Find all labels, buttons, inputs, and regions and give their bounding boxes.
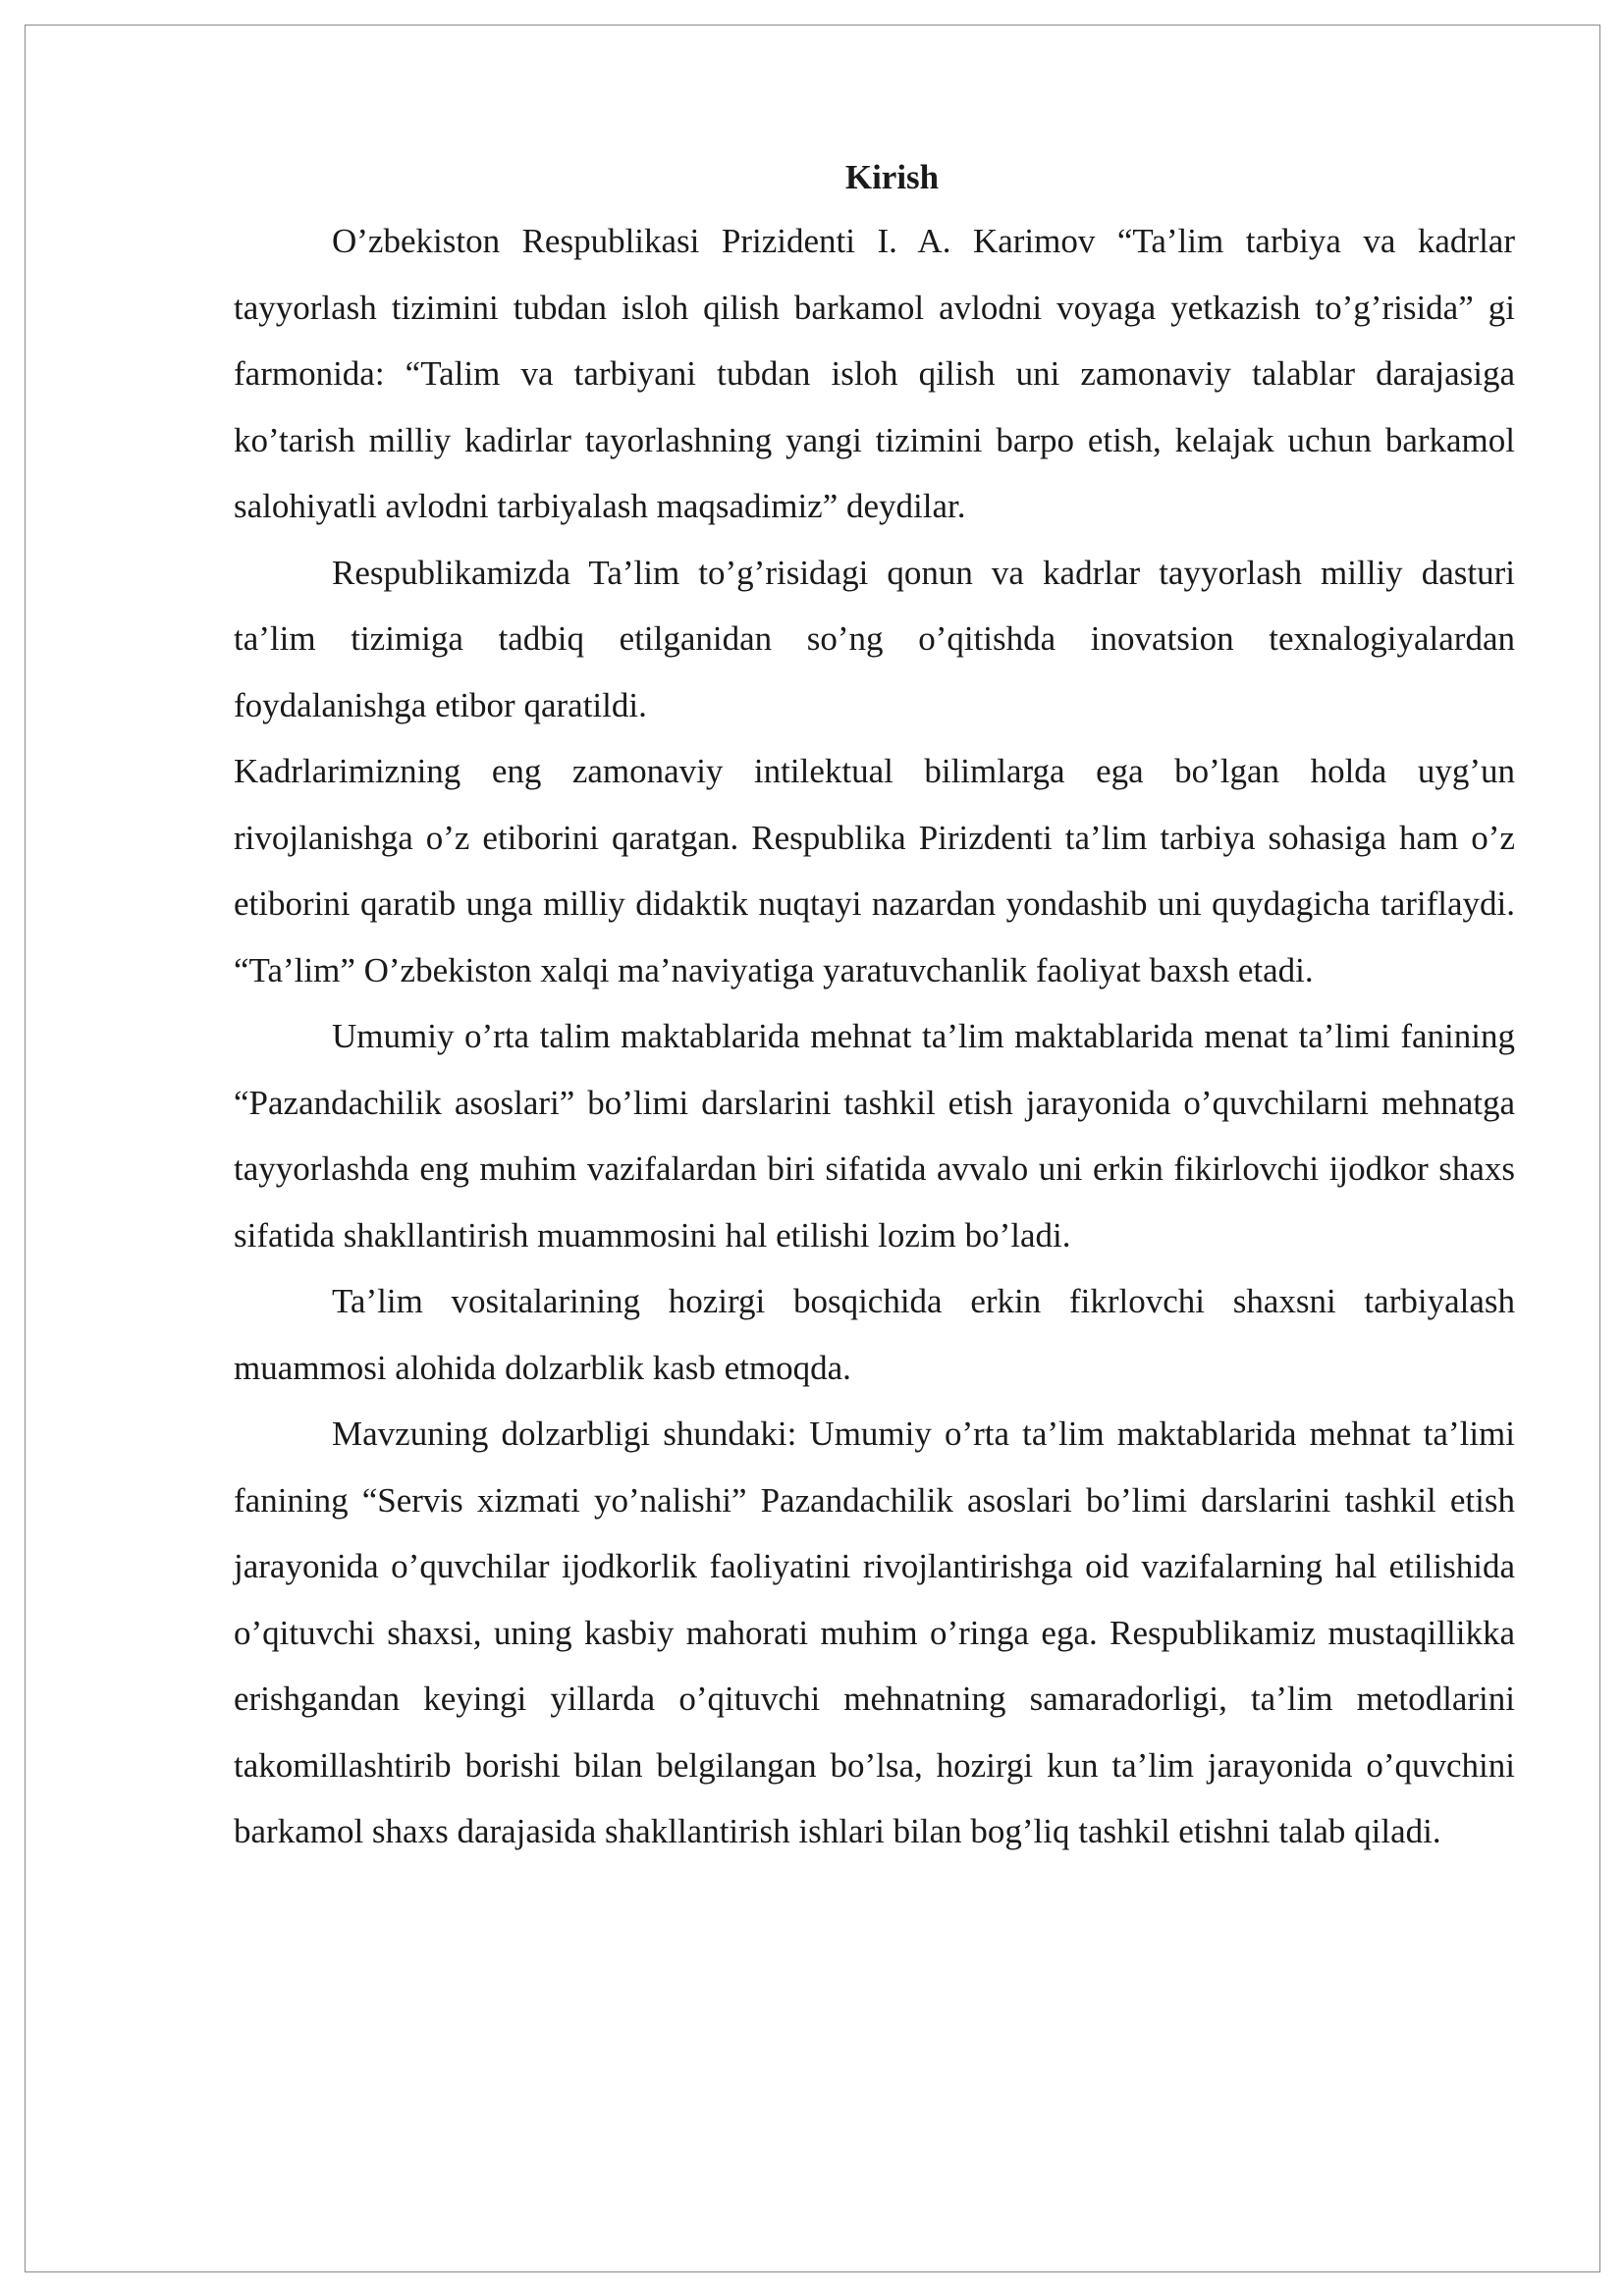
paragraph-3: Kadrlarimizning eng zamonaviy intilektual bilimlarga ega bo’lgan holda uyg’un rivojlanishga o’z etiborini qaratgan. Respublika Pirizdenti ta’lim tarbiya sohasiga ham o’z etiborini qaratib unga milliy didaktik nuqtayi nazardan yondashib uni quydagicha tariflaydi. “Ta’lim” O’zbekiston xalqi ma’naviyatiga yaratuvchanlik faoliyat baxsh etadi. <box>234 752 1515 989</box>
paragraph-5: Ta’lim vositalarining hozirgi bosqichida erkin fikrlovchi shaxsni tarbiyalash muammosi alohida dolzarblik kasb etmoqda. <box>234 1282 1515 1387</box>
paragraph-1: O’zbekiston Respublikasi Prizidenti I. A. Karimov “Ta’lim tarbiya va kadrlar tayyorlash tizimini tubdan isloh qilish barkamol avlodni voyaga yetkazish to’g’risida” gi farmonida: “Talim va tarbiyani tubdan isloh qilish uni zamonaviy talablar darajasiga ko’tarish milliy kadirlar tayorlashning yangi tizimini barpo etish, kelajak uchun barkamol salohiyatli avlodni tarbiyalash maqsadimiz” deydilar. <box>234 222 1515 525</box>
page-title: Kirish <box>844 158 940 196</box>
paragraph-6: Mavzuning dolzarbligi shundaki: Umumiy o’rta ta’lim maktablarida mehnat ta’limi fanining “Servis xizmati yo’nalishi” Pazandachilik asoslari bo’limi darslarini tashkil etish jarayonida o’quvchilar ijodkorlik faoliyatini rivojlantirishga oid vazifalarning hal etilishida o’qituvchi shaxsi, uning kasbiy mahorati muhim o’ringa ega. Respublikamiz mustaqillikka erishgandan keyingi yillarda o’qituvchi mehnatning samaradorligi, ta’lim metodlarini takomillashtirib borishi bilan belgilangan bo’lsa, hozirgi kun ta’lim jarayonida o’quvchini barkamol shaxs darajasida shakllantirish ishlari bilan bog’liq tashkil etishni talab qiladi. <box>234 1415 1515 1850</box>
paragraph-2: Respublikamizda Ta’lim to’g’risidagi qonun va kadrlar tayyorlash milliy dasturi ta’lim tizimiga tadbiq etilganidan so’ng o’qitishda inovatsion texnalogiyalardan foydalanishga etibor qaratildi. <box>234 553 1515 724</box>
paragraph-4: Umumiy o’rta talim maktablarida mehnat ta’lim maktablarida menat ta’limi fanining “Pazandachilik asoslari” bo’limi darslarini tashkil etish jarayonida o’quvchilarni mehnatga tayyorlashda eng muhim vazifalardan biri sifatida avvalo uni erkin fikirlovchi ijodkor shaxs sifatida shakllantirish muammosini hal etilishi lozim bo’ladi. <box>234 1017 1515 1255</box>
page-content <box>234 147 1515 1865</box>
